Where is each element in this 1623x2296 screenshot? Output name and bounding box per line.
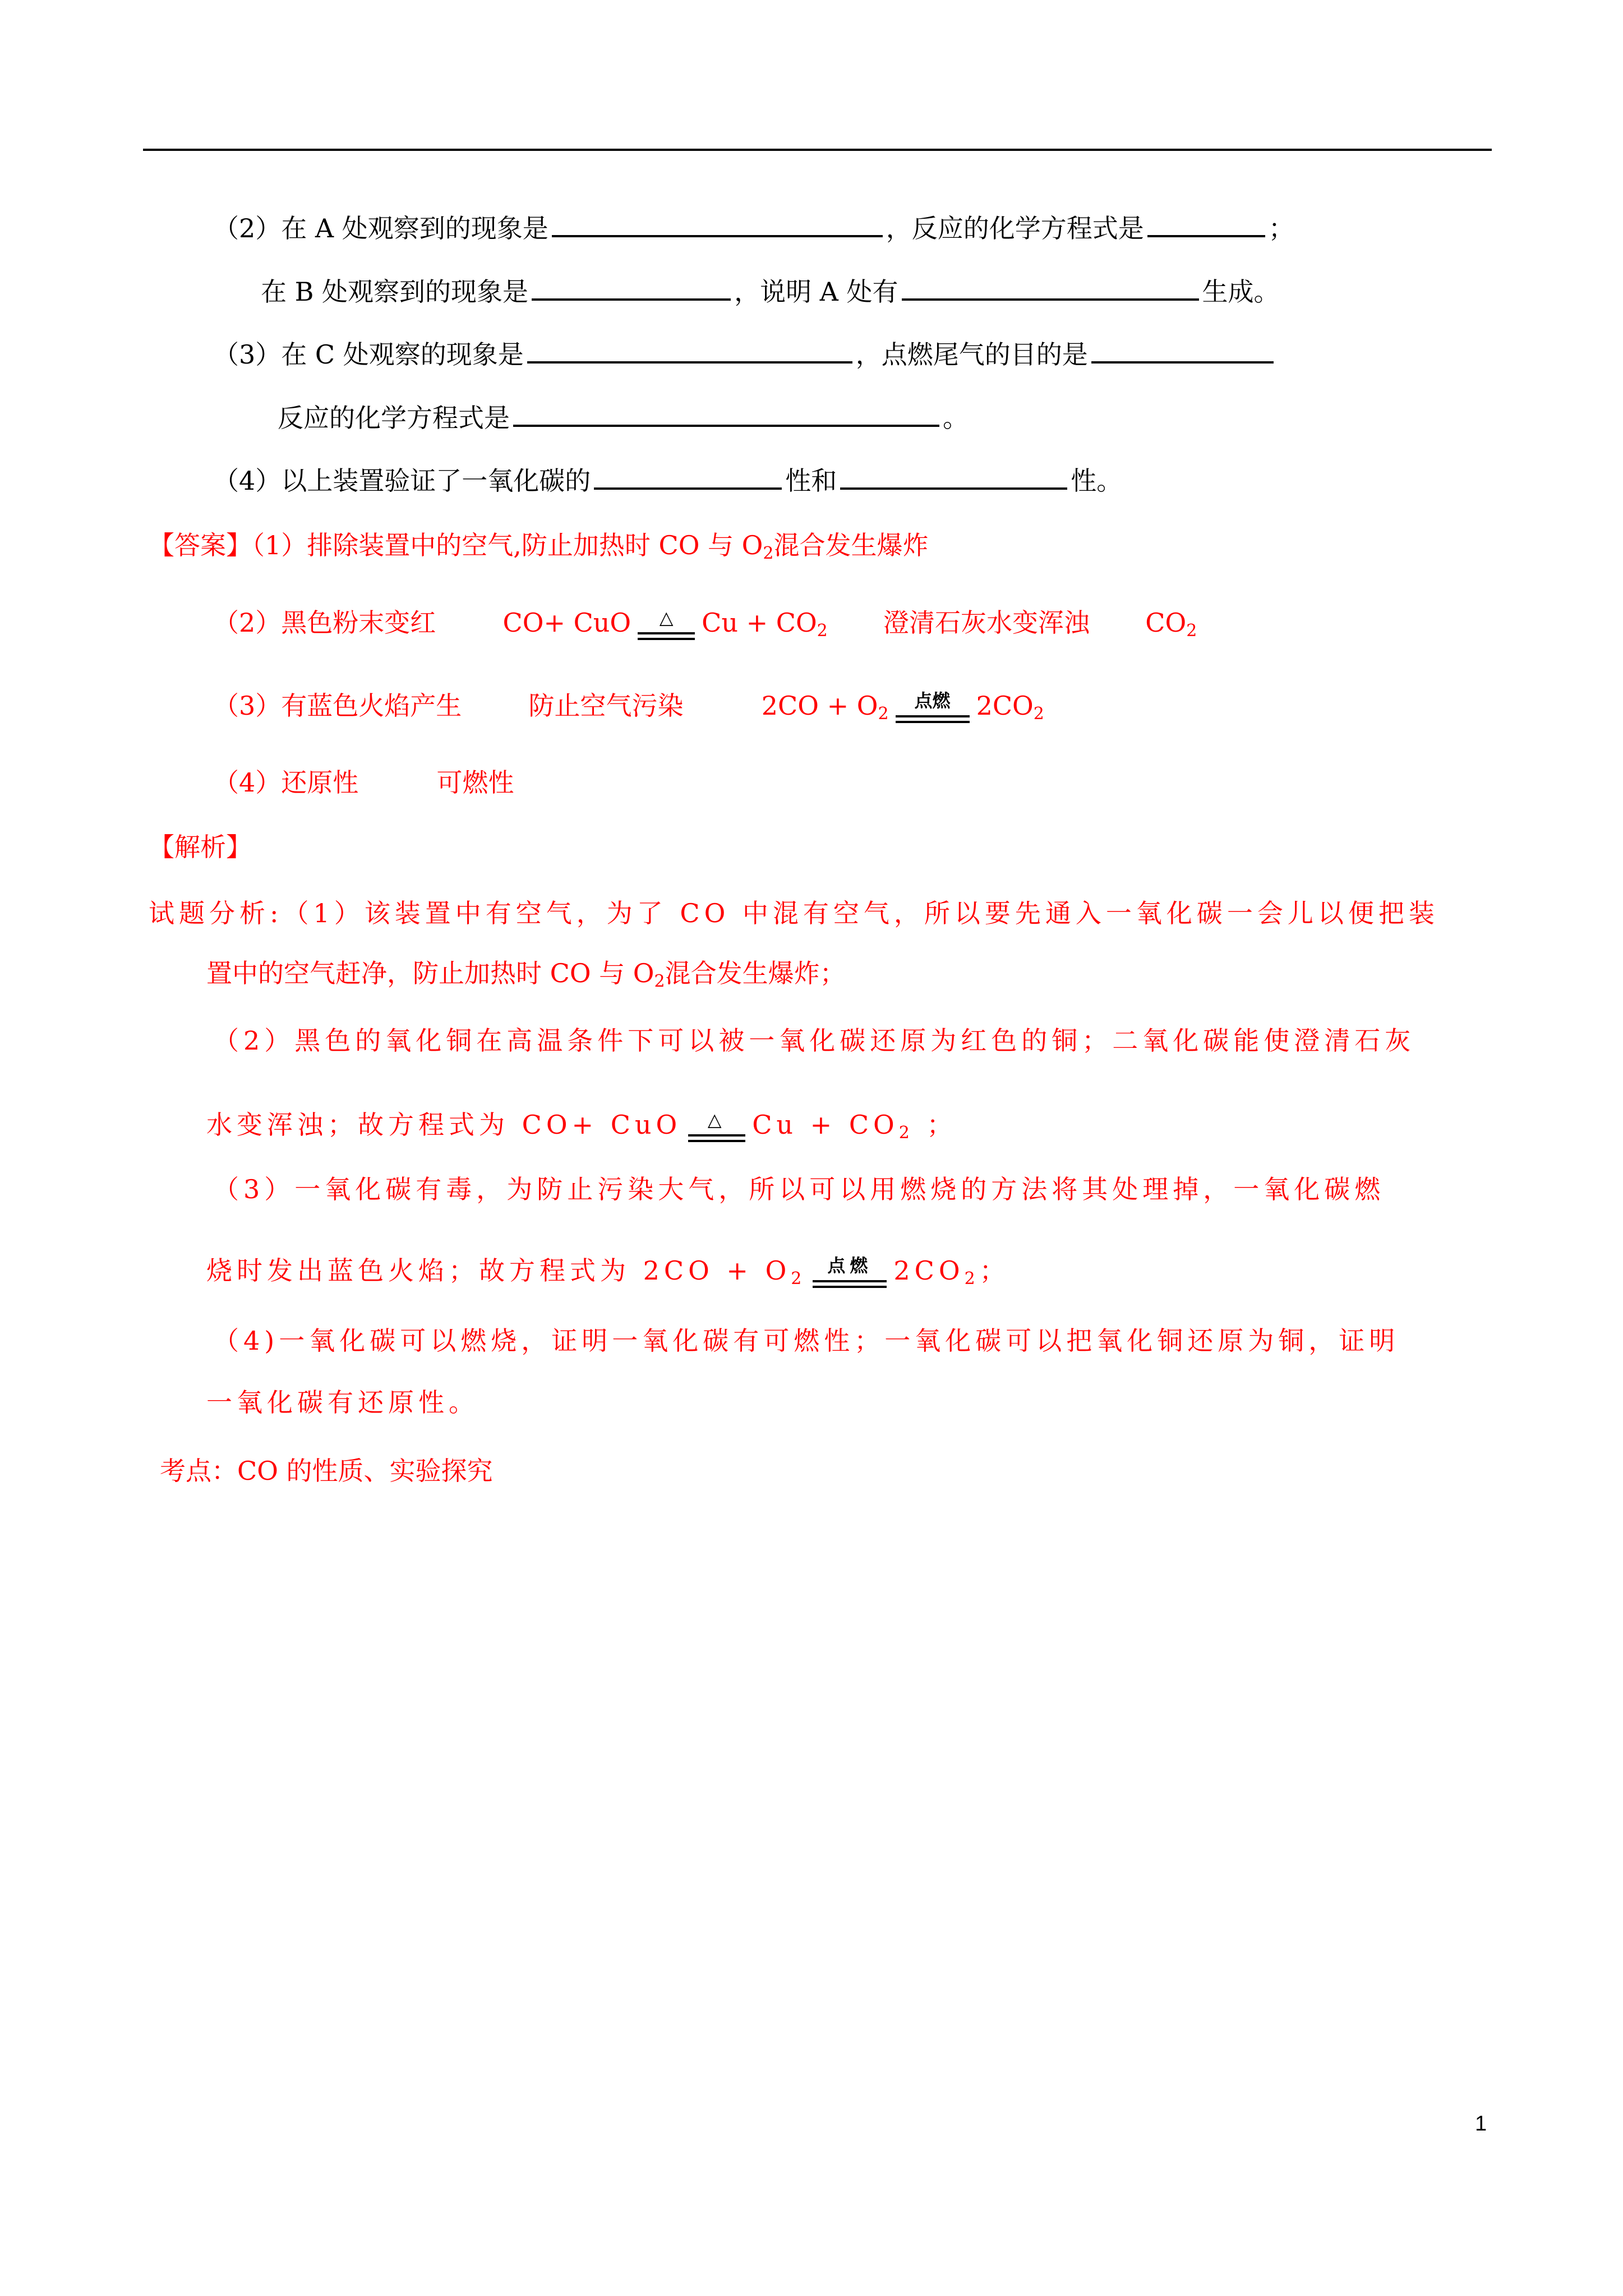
q2-mid: ，反应的化学方程式是	[886, 213, 1144, 243]
answer-blank	[840, 463, 1067, 490]
answer-1	[149, 528, 928, 570]
header-rule	[143, 149, 1492, 151]
kaodian: 考点：CO 的性质、实验探究	[160, 1456, 493, 1486]
subscript: 2	[898, 1123, 914, 1143]
page-number: 1	[1475, 2112, 1487, 2136]
reaction-arrow-heat	[686, 1111, 748, 1150]
analysis-p2-line-1: （2）黑色的氧化铜在高温条件下可以被一氧化碳还原为红色的铜；二氧化碳能使澄清石灰	[213, 1025, 1415, 1056]
analysis-heading: 【解析】	[149, 832, 252, 862]
subscript: 2	[763, 544, 774, 563]
subscript: 2	[654, 972, 665, 991]
subscript: 2	[817, 621, 828, 641]
equation-right: 2CO	[976, 691, 1034, 721]
analysis-p4-line-2: 一氧化碳有还原性。	[206, 1387, 479, 1418]
q3-mid: ，点燃尾气的目的是	[855, 339, 1088, 370]
q3b-end: 。	[943, 403, 969, 433]
answer-heading: 【答案】	[149, 530, 252, 560]
question-2-line-2	[261, 274, 1280, 309]
question-3-line-2	[278, 400, 969, 435]
answer-blank	[1147, 210, 1265, 237]
q4-end: 性。	[1071, 466, 1123, 496]
equation-left: CO+ CuO	[502, 608, 631, 638]
question-4	[213, 463, 1122, 498]
heat-condition: △	[707, 1109, 726, 1130]
answer-blank	[1091, 337, 1274, 364]
analysis-p3-line-1: （3）一氧化碳有毒，为防止污染大气，所以可以用燃烧的方法将其处理掉，一氧化碳燃	[213, 1174, 1385, 1204]
equation-left: 2CO + O	[761, 691, 878, 721]
answer-blank	[902, 274, 1199, 301]
answer-4-label: （4）还原性	[213, 767, 359, 798]
answer-1-text: （1）排除装置中的空气,防止加热时 CO 与 O	[252, 530, 763, 560]
answer-1-text-b: 混合发生爆炸	[773, 530, 929, 560]
reaction-arrow-ignite	[893, 692, 972, 731]
answer-blank	[513, 400, 939, 427]
answer-4-item-2: 可燃性	[436, 767, 514, 798]
q4-prefix: （4）以上装置验证了一氧化碳的	[213, 466, 591, 496]
answer-2	[213, 606, 1197, 648]
subscript: 2	[1033, 704, 1044, 724]
reaction-arrow-ignite	[810, 1257, 889, 1296]
heat-condition: △	[659, 607, 674, 628]
question-2-line-1	[213, 210, 1294, 245]
q4-mid: 性和	[785, 466, 837, 496]
answer-2-item-4: CO	[1145, 608, 1187, 638]
ignite-condition: 点燃	[914, 690, 951, 711]
analysis-p1-line-2: 置中的空气赶净，防止加热时 CO 与 $O_2$混合发生爆炸；	[206, 958, 846, 991]
q2b-end: 生成。	[1202, 277, 1280, 307]
answer-blank	[594, 463, 782, 490]
subscript: 2	[964, 1269, 980, 1289]
answer-blank	[552, 210, 883, 237]
analysis-p1-line-1: 试题分析:（1）该装置中有空气，为了 CO 中混有空气，所以要先通入一氧化碳一会儿以便把装	[149, 898, 1439, 928]
answer-2-item-3: 澄清石灰水变浑浊	[883, 608, 1090, 638]
answer-3-label: （3）有蓝色火焰产生	[213, 691, 462, 721]
analysis-p3-line-2: 烧时发出蓝色火焰；故方程式为 $2CO + O_2$ 点燃 $2CO_2$；	[206, 1254, 1010, 1296]
analysis-p4-line-1: （4)一氧化碳可以燃烧，证明一氧化碳有可燃性；一氧化碳可以把氧化铜还原为铜，证明	[213, 1326, 1400, 1356]
answer-blank	[532, 274, 731, 301]
subscript: 2	[791, 1269, 806, 1289]
reaction-arrow-heat	[635, 609, 697, 648]
answer-2-label: （2）黑色粉末变红	[213, 608, 436, 638]
q2b-prefix: 在 B 处观察到的现象是	[261, 277, 529, 307]
answer-3-item-2: 防止空气污染	[528, 691, 684, 721]
analysis-p2-line-2: 水变浑浊；故方程式为 CO+ CuO △ $Cu + CO_2$ ；	[206, 1108, 957, 1150]
question-3-line-1	[213, 337, 1277, 371]
subscript: 2	[878, 704, 889, 724]
answer-3	[213, 689, 1044, 731]
q3b-prefix: 反应的化学方程式是	[278, 403, 510, 433]
q2-end: ；	[1268, 213, 1294, 243]
ignite-condition: 点燃	[827, 1255, 873, 1276]
answer-blank	[527, 337, 852, 364]
q3-prefix: （3）在 C 处观察的现象是	[213, 339, 524, 370]
subscript: 2	[1186, 621, 1197, 641]
q2b-mid: ，说明 A 处有	[734, 277, 898, 307]
answer-4	[213, 766, 514, 799]
equation-right: Cu + CO	[702, 608, 817, 638]
q2-prefix: （2）在 A 处观察到的现象是	[213, 213, 548, 243]
